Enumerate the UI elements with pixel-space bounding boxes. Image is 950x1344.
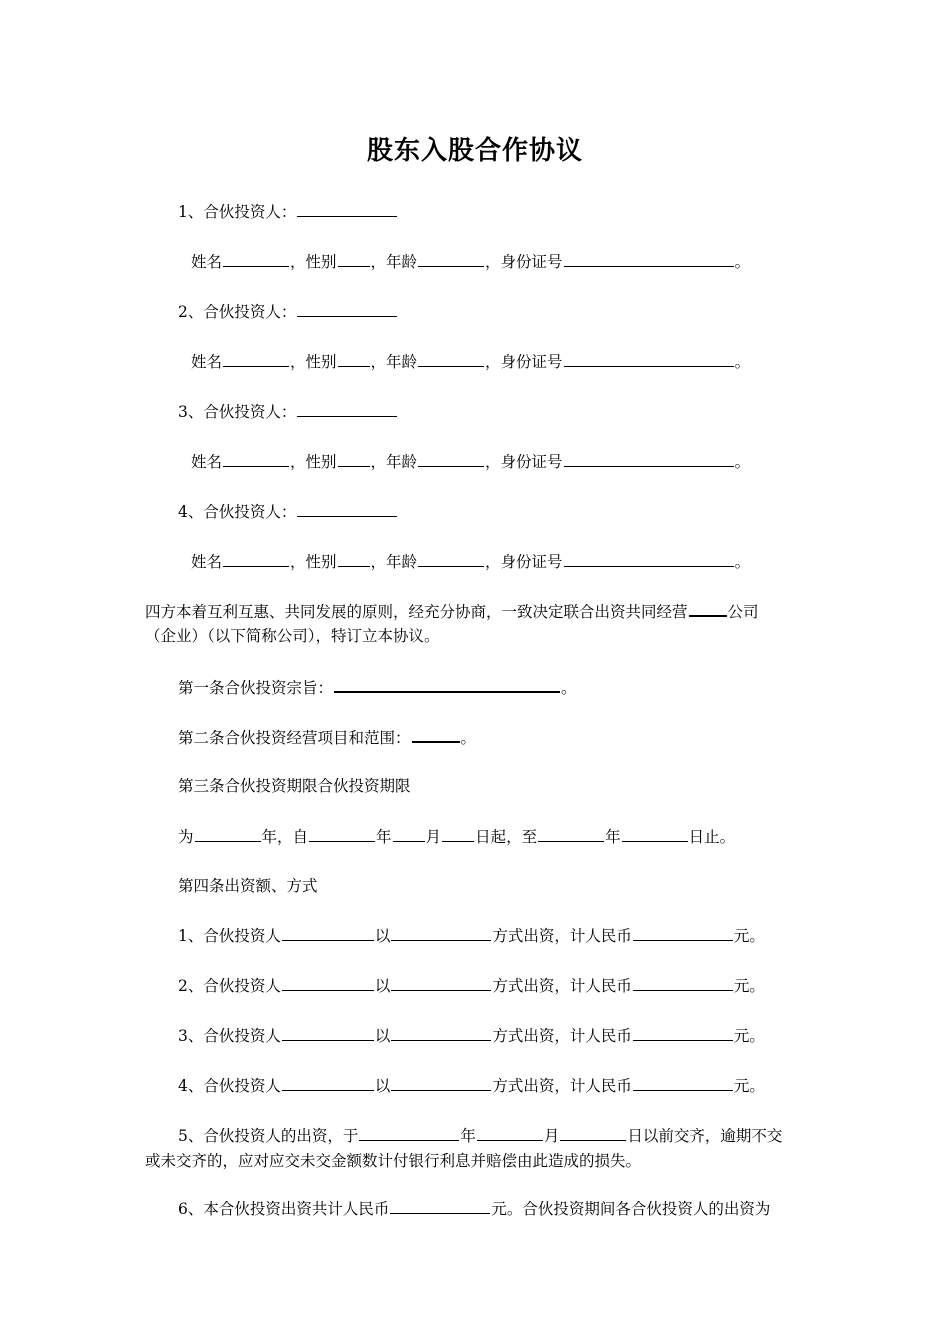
period: 。 xyxy=(734,453,751,471)
method-blank[interactable] xyxy=(391,925,491,941)
id-blank[interactable] xyxy=(564,251,734,267)
document-title: 股东入股合作协议 xyxy=(366,136,583,166)
id-blank[interactable] xyxy=(564,351,734,367)
item-text: 元。 xyxy=(733,927,765,945)
name-label: 姓名 xyxy=(191,553,223,571)
intro-line-1 xyxy=(145,600,759,622)
method-blank[interactable] xyxy=(391,975,491,991)
age-label: ，年龄 xyxy=(370,453,418,471)
item-text: 方式出资，计人民币 xyxy=(492,1027,632,1045)
item-label: 4、合伙投资人 xyxy=(178,1077,281,1095)
age-blank[interactable] xyxy=(418,351,484,367)
article-3-heading: 第三条合伙投资期限合伙投资期限 xyxy=(178,777,411,795)
investor-4-label-line xyxy=(178,501,398,522)
item-text: 5、合伙投资人的出资，于 xyxy=(178,1127,359,1145)
gender-label: ，性别 xyxy=(290,253,337,271)
term-text: 为 xyxy=(178,828,194,846)
amount-blank[interactable] xyxy=(633,925,733,941)
term-text: 年 xyxy=(376,828,392,846)
gender-blank[interactable] xyxy=(338,351,370,367)
day-blank[interactable] xyxy=(560,1125,626,1141)
item-text: 以 xyxy=(374,1027,391,1045)
intro-line-2: （企业）（以下简称公司），特订立本协议。 xyxy=(145,627,440,645)
period: 。 xyxy=(734,253,751,271)
investor-blank[interactable] xyxy=(282,1025,374,1041)
id-label: ，身份证号 xyxy=(485,453,563,471)
amount-blank[interactable] xyxy=(633,1075,733,1091)
item-text: 元。 xyxy=(733,1027,765,1045)
gender-label: ，性别 xyxy=(290,553,337,571)
gender-label: ，性别 xyxy=(290,353,337,371)
item-text: 以 xyxy=(374,1077,391,1095)
term-text: 年，自 xyxy=(261,828,309,846)
investor-label: 1、合伙投资人： xyxy=(178,203,297,221)
investor-label: 4、合伙投资人： xyxy=(178,503,297,521)
term-text: 月 xyxy=(425,828,442,846)
id-blank[interactable] xyxy=(564,551,734,567)
term-text: 年 xyxy=(605,828,621,846)
name-blank[interactable] xyxy=(223,451,289,467)
article-1-label: 第一条合伙投资宗旨： xyxy=(178,679,334,697)
age-label: ，年龄 xyxy=(370,553,418,571)
age-blank[interactable] xyxy=(418,451,484,467)
contribution-item-4 xyxy=(178,1075,765,1096)
blank-field[interactable] xyxy=(297,501,397,517)
contribution-item-3 xyxy=(178,1025,765,1046)
intro-text: 四方本着互利互惠、共同发展的原则，经充分协商，一致决定联合出资共同经营 xyxy=(145,603,688,621)
start-day-blank[interactable] xyxy=(442,826,474,842)
investor-blank[interactable] xyxy=(282,925,374,941)
total-amount-blank[interactable] xyxy=(390,1198,490,1214)
name-blank[interactable] xyxy=(223,351,289,367)
item-text: 元。合伙投资期间各合伙投资人的出资为 xyxy=(491,1200,771,1218)
article-3-term xyxy=(178,826,735,847)
article-2 xyxy=(178,726,476,748)
id-label: ，身份证号 xyxy=(485,553,563,571)
term-text: 日止。 xyxy=(688,828,736,846)
contribution-item-5-line-2: 或未交齐的，应对应交未交金额数计付银行利息并赔偿由此造成的损失。 xyxy=(145,1152,642,1170)
contribution-item-6 xyxy=(178,1198,770,1219)
id-label: ，身份证号 xyxy=(485,353,563,371)
company-label: 公司 xyxy=(727,603,759,621)
article-2-label: 第二条合伙投资经营项目和范围： xyxy=(178,729,411,747)
blank-field[interactable] xyxy=(297,301,397,317)
term-text: 日起，至 xyxy=(475,828,538,846)
item-text: 元。 xyxy=(733,1077,765,1095)
gender-blank[interactable] xyxy=(338,551,370,567)
item-text: 年 xyxy=(460,1127,476,1145)
period: 。 xyxy=(460,729,477,747)
investor-blank[interactable] xyxy=(282,975,374,991)
blank-field[interactable] xyxy=(297,401,397,417)
name-label: 姓名 xyxy=(191,253,223,271)
item-label: 1、合伙投资人 xyxy=(178,927,281,945)
period: 。 xyxy=(561,679,577,697)
gender-blank[interactable] xyxy=(338,251,370,267)
amount-blank[interactable] xyxy=(633,975,733,991)
investor-3-info-line xyxy=(191,451,750,472)
age-blank[interactable] xyxy=(418,251,484,267)
investor-1-info-line xyxy=(191,251,750,272)
investor-2-info-line xyxy=(191,351,750,372)
item-text: 6、本合伙投资出资共计人民币 xyxy=(178,1200,390,1218)
investor-4-info-line xyxy=(191,551,750,572)
name-blank[interactable] xyxy=(223,251,289,267)
years-blank[interactable] xyxy=(195,826,261,842)
age-label: ，年龄 xyxy=(370,253,418,271)
end-date-blank[interactable] xyxy=(622,826,688,842)
contribution-item-2 xyxy=(178,975,765,996)
purpose-blank[interactable] xyxy=(334,676,560,693)
method-blank[interactable] xyxy=(391,1075,491,1091)
period: 。 xyxy=(734,553,751,571)
name-blank[interactable] xyxy=(223,551,289,567)
end-year-blank[interactable] xyxy=(538,826,604,842)
investor-label: 3、合伙投资人： xyxy=(178,403,297,421)
id-blank[interactable] xyxy=(564,451,734,467)
scope-blank[interactable] xyxy=(412,726,460,743)
amount-blank[interactable] xyxy=(633,1025,733,1041)
item-text: 方式出资，计人民币 xyxy=(492,977,632,995)
article-4-heading: 第四条出资额、方式 xyxy=(178,877,318,895)
contribution-item-5 xyxy=(178,1125,782,1146)
investor-label: 2、合伙投资人： xyxy=(178,303,297,321)
name-label: 姓名 xyxy=(191,353,223,371)
name-label: 姓名 xyxy=(191,453,223,471)
item-text: 以 xyxy=(374,927,391,945)
item-text: 方式出资，计人民币 xyxy=(492,927,632,945)
gender-label: ，性别 xyxy=(290,453,337,471)
article-1 xyxy=(178,676,577,698)
age-blank[interactable] xyxy=(418,551,484,567)
item-text: 方式出资，计人民币 xyxy=(492,1077,632,1095)
start-month-blank[interactable] xyxy=(393,826,425,842)
contribution-item-1 xyxy=(178,925,765,946)
company-blank[interactable] xyxy=(689,600,727,617)
id-label: ，身份证号 xyxy=(485,253,563,271)
item-label: 3、合伙投资人 xyxy=(178,1027,281,1045)
start-year-blank[interactable] xyxy=(309,826,375,842)
gender-blank[interactable] xyxy=(338,451,370,467)
month-blank[interactable] xyxy=(477,1125,543,1141)
investor-3-label-line xyxy=(178,401,398,422)
investor-blank[interactable] xyxy=(282,1075,374,1091)
item-text: 月 xyxy=(543,1127,560,1145)
investor-2-label-line xyxy=(178,301,398,322)
item-text: 元。 xyxy=(733,977,765,995)
method-blank[interactable] xyxy=(391,1025,491,1041)
year-blank[interactable] xyxy=(359,1125,459,1141)
period: 。 xyxy=(734,353,751,371)
item-text: 以 xyxy=(374,977,391,995)
blank-field[interactable] xyxy=(297,201,397,217)
item-label: 2、合伙投资人 xyxy=(178,977,281,995)
age-label: ，年龄 xyxy=(370,353,418,371)
item-text: 日以前交齐，逾期不交 xyxy=(627,1127,783,1145)
investor-1-label-line xyxy=(178,201,398,222)
